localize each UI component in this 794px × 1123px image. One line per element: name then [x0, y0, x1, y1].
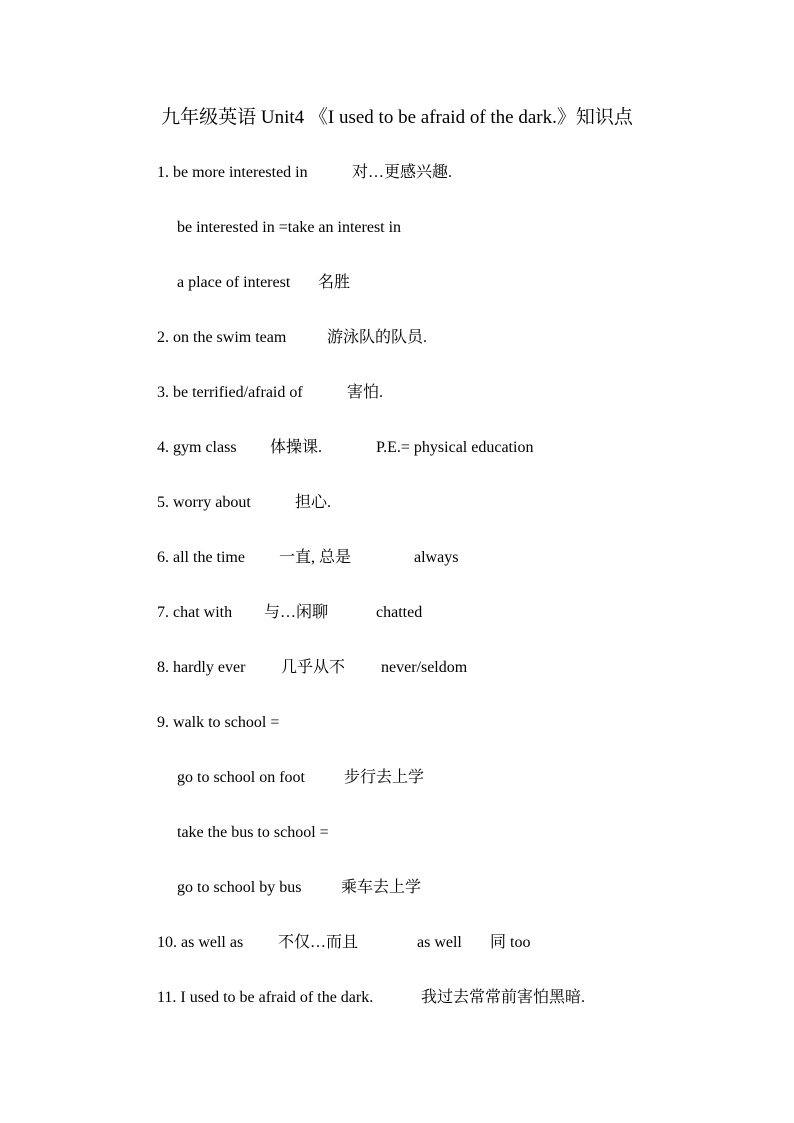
- english-note: as well: [417, 934, 462, 951]
- chinese-meaning: 几乎从不: [281, 659, 346, 676]
- chinese-meaning: 一直, 总是: [279, 549, 352, 566]
- chinese-meaning: 我过去常常前害怕黑暗.: [421, 989, 586, 1006]
- english-phrase: 7. chat with: [157, 604, 233, 621]
- english-phrase: 11. I used to be afraid of the dark.: [157, 989, 374, 1006]
- english-note: chatted: [376, 604, 423, 621]
- chinese-meaning: 与…闲聊: [264, 604, 329, 621]
- english-phrase: 8. hardly ever: [157, 659, 246, 676]
- english-phrase: 2. on the swim team: [157, 329, 287, 346]
- chinese-meaning: 名胜: [318, 274, 351, 291]
- english-note: 同 too: [490, 934, 531, 951]
- chinese-meaning: 体操课.: [270, 439, 323, 456]
- document-title: 九年级英语 Unit4 《I used to be afraid of the dark.》知识点: [161, 107, 633, 128]
- english-phrase: a place of interest: [177, 274, 291, 291]
- chinese-meaning: 乘车去上学: [341, 879, 422, 896]
- chinese-meaning: 游泳队的队员.: [327, 329, 428, 346]
- english-phrase: 1. be more interested in: [157, 164, 308, 181]
- english-phrase: go to school by bus: [177, 879, 302, 896]
- english-phrase: 3. be terrified/afraid of: [157, 384, 303, 401]
- chinese-meaning: 对…更感兴趣.: [352, 164, 453, 181]
- chinese-meaning: 不仅…而且: [278, 934, 359, 951]
- chinese-meaning: 害怕.: [347, 384, 384, 401]
- english-phrase: 9. walk to school =: [157, 714, 280, 731]
- english-phrase: be interested in =take an interest in: [177, 219, 402, 236]
- chinese-meaning: 担心.: [295, 494, 332, 511]
- english-phrase: 5. worry about: [157, 494, 251, 511]
- english-phrase: 4. gym class: [157, 439, 237, 456]
- english-phrase: 6. all the time: [157, 549, 245, 566]
- chinese-meaning: 步行去上学: [344, 769, 425, 786]
- english-note: never/seldom: [381, 659, 468, 676]
- english-phrase: 10. as well as: [157, 934, 244, 951]
- english-phrase: go to school on foot: [177, 769, 305, 786]
- english-phrase: take the bus to school =: [177, 824, 329, 841]
- english-note: P.E.= physical education: [376, 439, 534, 456]
- english-note: always: [414, 549, 459, 566]
